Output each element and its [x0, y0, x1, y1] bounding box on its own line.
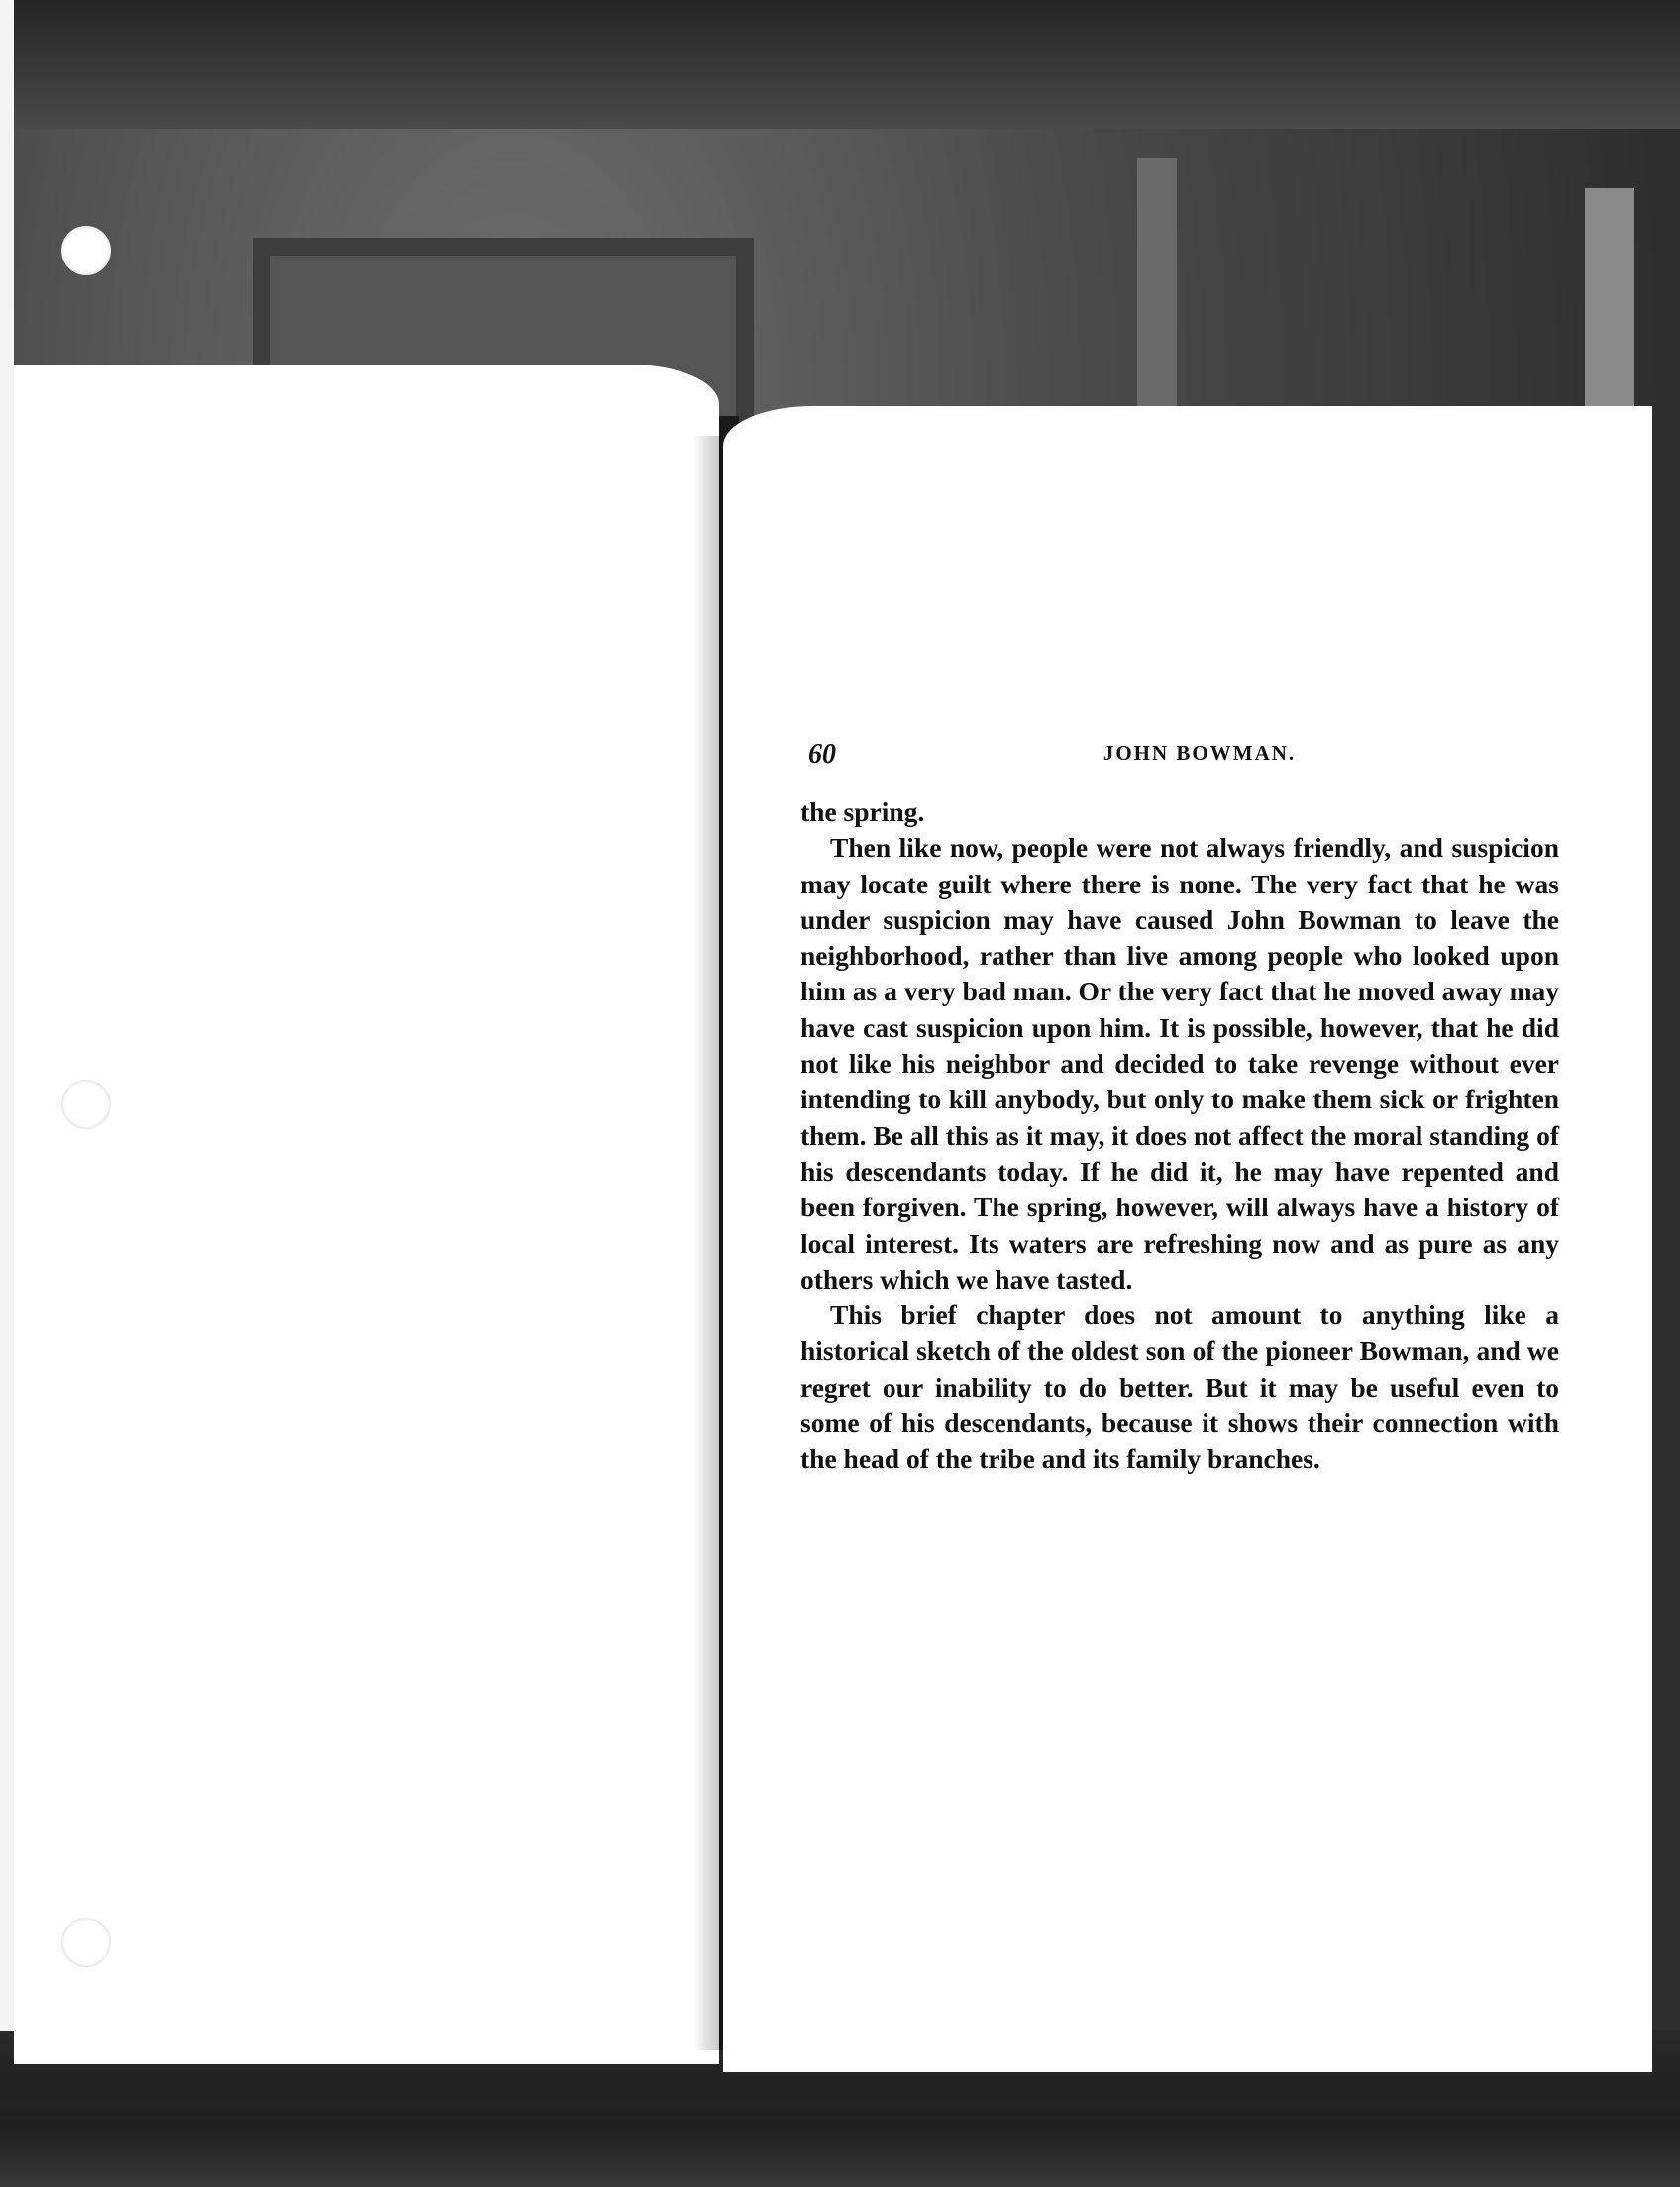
left-blank-page: [14, 364, 719, 2064]
punch-hole-top: [61, 226, 111, 275]
photo-backdrop-top: [14, 0, 1680, 129]
page-content: [800, 733, 1559, 1478]
background-post-shape: [1137, 158, 1177, 406]
page-header-title: JOHN BOWMAN.: [1102, 741, 1297, 765]
body-text: [800, 794, 1559, 1478]
page-number: 60: [808, 739, 836, 770]
punch-hole-middle: [61, 1080, 111, 1129]
left-page-shadow: [693, 436, 723, 2050]
punch-hole-bottom: [61, 1918, 111, 1967]
running-head: [800, 733, 1559, 773]
background-post-shape-right: [1585, 188, 1634, 416]
paragraph-1: the spring.: [800, 796, 925, 827]
paragraph-2: Then like now, people were not always friendly, and suspicion may locate guilt where there is none. The very fact that he was under suspicion may have caused John Bowman to leave the neighborhood, rather than live among people who looked upon him as a very bad man. Or the very fact that he moved away may have cast suspicion upon him. It is possible, however, that he did not like his neighbor and decided to take revenge without ever intending to kill anybody, but only to make them sick or frighten them. Be all this as it may, it does not affect the moral standing of his descendants today. If he did it, he may have repented and been forgiven. The spring, however, will always have a history of local interest. Its waters are refreshing now and as pure as any others which we have tasted.: [800, 832, 1559, 1295]
paragraph-3: This brief chapter does not amount to anything like a historical sketch of the oldest son of the pioneer Bowman, and we regret our inability to do better. But it may be useful even to some of his descendants, because it shows their connection with the head of the tribe and its family branches.: [800, 1300, 1559, 1475]
scan-edge-strip: [0, 0, 14, 2187]
